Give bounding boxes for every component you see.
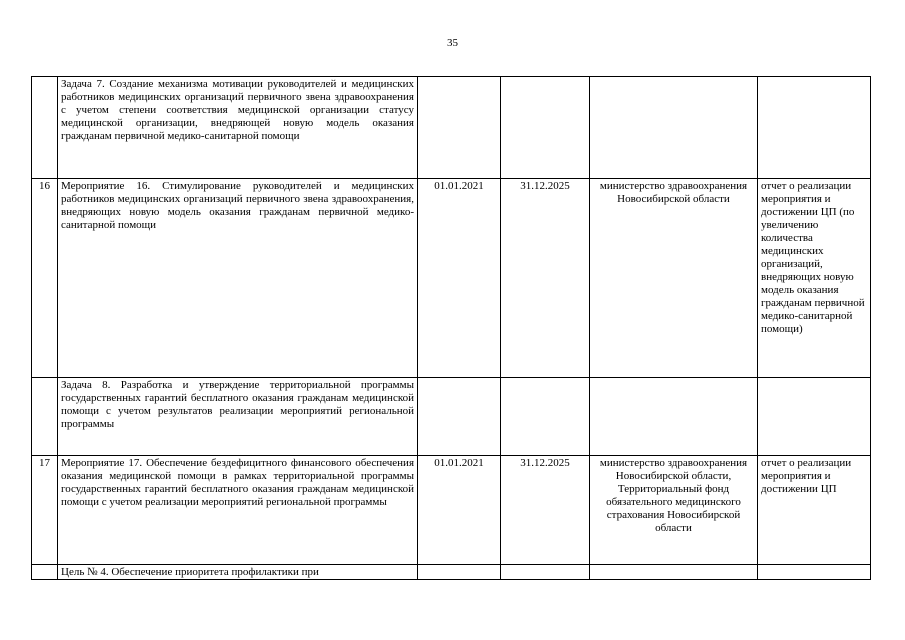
responsible-executor: министерство здравоохранения Новосибирской области — [590, 179, 758, 378]
end-date — [501, 378, 590, 456]
expected-result: отчет о реализации мероприятия и достижении ЦП (по увеличению количества медицинских организаций, внедряющих новую модель оказания гражданам первичной медико-санитарной помощи) — [758, 179, 871, 378]
table-row — [32, 77, 871, 179]
expected-result: отчет о реализации мероприятия и достижении ЦП — [758, 456, 871, 565]
activity-text: Мероприятие 17. Обеспечение бездефицитного финансового обеспечения оказания медицинской помощи в рамках территориальной программы государственных гарантий бесплатного оказания гражданам медицинской помощи с учетом реализации мероприятий региональной программы — [58, 456, 418, 565]
task-text: Задача 8. Разработка и утверждение территориальной программы государственных гарантий бесплатного оказания гражданам медицинской помощи с учетом результатов реализации мероприятий региональной программы — [58, 378, 418, 456]
start-date: 01.01.2021 — [418, 179, 501, 378]
table-row — [32, 378, 871, 456]
row-number — [32, 378, 58, 456]
row-number — [32, 565, 58, 580]
end-date — [501, 565, 590, 580]
start-date — [418, 378, 501, 456]
responsible-executor — [590, 77, 758, 179]
responsible-executor: министерство здравоохранения Новосибирской области, Территориальный фонд обязательного медицинского страхования Новосибирской области — [590, 456, 758, 565]
table-row — [32, 179, 871, 378]
page-number: 35 — [447, 37, 458, 49]
responsible-executor — [590, 378, 758, 456]
row-number — [32, 77, 58, 179]
end-date: 31.12.2025 — [501, 456, 590, 565]
table-row — [32, 456, 871, 565]
start-date — [418, 77, 501, 179]
row-number: 17 — [32, 456, 58, 565]
expected-result — [758, 77, 871, 179]
row-number: 16 — [32, 179, 58, 378]
end-date: 31.12.2025 — [501, 179, 590, 378]
activities-table — [31, 76, 871, 580]
end-date — [501, 77, 590, 179]
activity-text: Мероприятие 16. Стимулирование руководителей и медицинских работников медицинских организаций первичного звена здравоохранения, внедряющих новую модель оказания гражданам первичной медико-санитарной помощи — [58, 179, 418, 378]
table-row — [32, 565, 871, 580]
goal-text: Цель № 4. Обеспечение приоритета профилактики при — [58, 565, 418, 580]
responsible-executor — [590, 565, 758, 580]
task-text: Задача 7. Создание механизма мотивации руководителей и медицинских работников медицинских организаций первичного звена здравоохранения с учетом степени соответствия медицинской организации статусу медицинской организации, внедряющей новую модель оказания гражданам первичной медико-санитарной помощи — [58, 77, 418, 179]
start-date: 01.01.2021 — [418, 456, 501, 565]
expected-result — [758, 378, 871, 456]
start-date — [418, 565, 501, 580]
expected-result — [758, 565, 871, 580]
